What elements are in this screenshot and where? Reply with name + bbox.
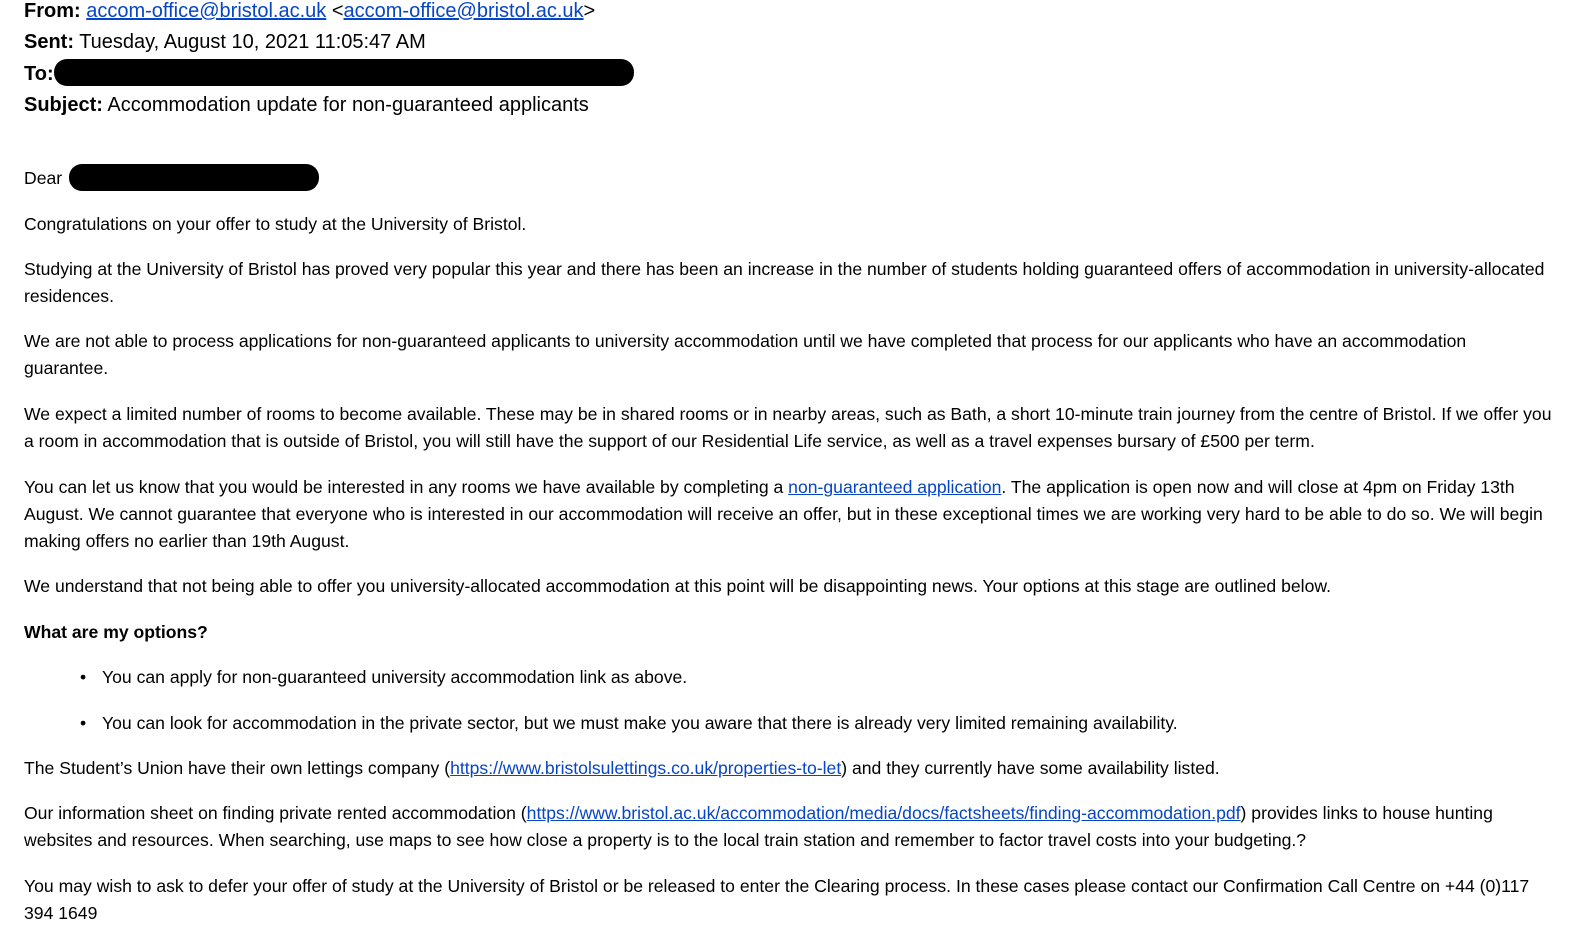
greeting [24,165,1554,192]
bristolsulettings-link[interactable]: https://www.bristolsulettings.co.uk/properties-to-let [450,758,842,778]
paragraph-student-union [24,755,1554,782]
application-text-before: You can let us know that you would be interested in any rooms we have available by completing a [24,477,789,497]
sent-row [24,32,426,52]
student-union-text-after: ) and they currently have some availability listed. [841,758,1220,778]
non-guaranteed-application-link[interactable]: non-guaranteed application [788,477,1002,497]
paragraph-disappointing-news: We understand that not being able to offer you university-allocated accommodation at this point will be disappointing news. Your options at this stage are outlined below. [24,576,1331,596]
information-sheet-text-before: Our information sheet on finding private rented accommodation ( [24,803,527,823]
student-union-text-before: The Student’s Union have their own lettings company ( [24,758,451,778]
paragraph-information-sheet [24,800,1554,854]
to-redaction [54,59,634,86]
paragraph-application [24,474,1554,555]
paragraph-popularity: Studying at the University of Bristol has proved very popular this year and there has been an increase in the number of students holding guaranteed offers of accommodation in university-allocated residences. [24,259,1545,306]
subject-row [24,95,589,115]
from-gt: > [583,0,596,22]
from-lt: < [331,0,344,22]
subject-value: Accommodation update for non-guaranteed applicants [107,94,589,116]
bullet-icon: • [80,667,87,687]
list-item-text: You can apply for non-guaranteed university accommodation link as above. [102,667,688,687]
from-row [24,1,595,21]
paragraph-processing: We are not able to process applications for non-guaranteed applicants to university accommodation until we have completed that process for our applicants who have an accommodation guarantee. [24,331,1467,378]
from-email-link[interactable]: accom-office@bristol.ac.uk [343,0,584,22]
list-item-text: You can look for accommodation in the private sector, but we must make you aware that there is already very limited remaining availability. [102,713,1178,733]
paragraph-limited-rooms: We expect a limited number of rooms to become available. These may be in shared rooms or in nearby areas, such as Bath, a short 10-minute train journey from the centre of Bristol. If we offer you a room in accommodation that is outside of Bristol, you will still have the support of our Residential Life service, as well as a travel expenses bursary of £500 per term. [24,404,1552,451]
name-redaction [69,164,319,191]
bullet-icon: • [80,713,87,733]
finding-accommodation-pdf-link[interactable]: https://www.bristol.ac.uk/accommodation/media/docs/factsheets/finding-accommodation.pdf [526,803,1241,823]
information-sheet-text-after: ) provides links to house hunting websites and resources. When searching, use maps to see how close a property is to the local train station and remember to factor travel costs into your budgeting.? [24,803,1493,850]
subject-label: Subject: [24,94,103,116]
from-name-link[interactable]: accom-office@bristol.ac.uk [86,0,327,22]
application-text-after: . The application is open now and will close at 4pm on Friday 13th August. We cannot guarantee that everyone who is interested in our accommodation will receive an offer, but in these exceptional times we are working very hard to be able to do so. We will begin making offers no earlier than 19th August. [24,477,1543,551]
paragraph-congratulations: Congratulations on your offer to study at the University of Bristol. [24,214,527,234]
options-heading: What are my options? [24,622,208,642]
to-label: To: [24,62,54,85]
sent-label: Sent: [24,31,74,53]
to-row [24,63,634,86]
paragraph-defer-offer: You may wish to ask to defer your offer of study at the University of Bristol or be released to enter the Clearing process. In these cases please contact our Confirmation Call Centre on +44 (0)117 394 1649 [24,876,1530,923]
from-label: From: [24,0,81,22]
sent-value: Tuesday, August 10, 2021 11:05:47 AM [79,31,426,53]
greeting-text: Dear [24,168,63,188]
